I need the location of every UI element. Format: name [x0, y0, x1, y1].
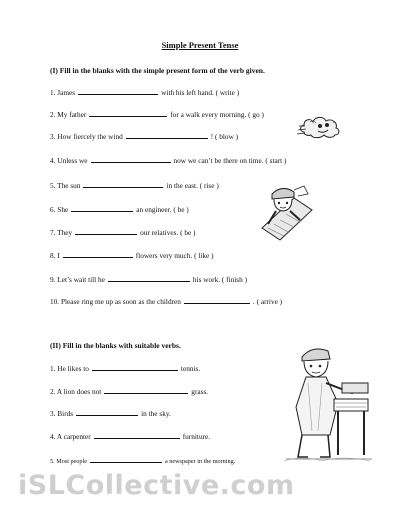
section1-item-9: [50, 274, 247, 285]
item-text: his work. ( finish ): [192, 275, 248, 284]
answer-blank[interactable]: [78, 87, 158, 95]
item-text: 2. My father: [50, 110, 87, 119]
item-text: 5. Most people: [50, 458, 87, 465]
item-text: 2. A lion does not: [50, 387, 102, 396]
answer-blank[interactable]: [94, 431, 180, 439]
section2-item-5: [50, 455, 235, 467]
item-text: 8. I: [50, 251, 60, 260]
item-text: in the sky.: [141, 409, 171, 418]
item-text: an engineer. ( be ): [136, 205, 189, 214]
section2-item-4: [50, 431, 210, 442]
section1-item-6: [50, 204, 189, 215]
section1-item-7: [50, 227, 195, 238]
item-text: with his left hand. ( write ): [161, 88, 240, 97]
item-text: 1. He likes to: [50, 364, 89, 373]
item-text: 10. Please ring me up as soon as the children: [50, 297, 181, 306]
answer-blank[interactable]: [108, 274, 190, 282]
item-text: 5. The sun: [50, 181, 81, 190]
carpenter-icon: [282, 343, 374, 463]
item-text: furniture.: [182, 432, 211, 441]
item-text: 4. Unless we: [50, 156, 88, 165]
item-text: 3. How fiercely the wind: [50, 132, 123, 141]
answer-blank[interactable]: [91, 155, 171, 163]
item-text: 3. Birds: [50, 409, 74, 418]
section2-item-2: [50, 386, 208, 397]
item-text: a newspaper in the morning.: [164, 458, 236, 465]
item-text: in the east. ( rise ): [166, 181, 219, 190]
item-text: 6. She: [50, 205, 69, 214]
section1-item-1: [50, 87, 239, 98]
item-text: ! ( blow ): [210, 132, 239, 141]
watermark-logo: iSLCollective.com: [18, 470, 295, 501]
item-text: 7. They: [50, 228, 73, 237]
answer-blank[interactable]: [104, 386, 188, 394]
item-text: flowers very much. ( like ): [135, 251, 214, 260]
item-text: 1. James: [50, 88, 76, 97]
answer-blank[interactable]: [83, 180, 163, 188]
answer-blank[interactable]: [76, 408, 138, 416]
answer-blank[interactable]: [89, 109, 167, 117]
item-text: 9. Let’s wait till he: [50, 275, 105, 284]
item-text: for a walk every morning. ( go ): [170, 110, 264, 119]
wind-cloud-icon: [296, 110, 346, 142]
engineer-icon: [254, 184, 316, 246]
item-text: . ( arrive ): [252, 297, 283, 306]
section2-item-1: [50, 363, 200, 374]
item-text: our relatives. ( be ): [140, 228, 196, 237]
answer-blank[interactable]: [71, 204, 133, 212]
section1-item-3: [50, 131, 238, 142]
answer-blank[interactable]: [75, 227, 137, 235]
section2-item-3: [50, 408, 171, 419]
answer-blank[interactable]: [90, 455, 162, 463]
section1-item-8: [50, 250, 214, 261]
section1-item-5: [50, 180, 219, 191]
section1-item-2: [50, 109, 264, 120]
item-text: tennis.: [180, 364, 201, 373]
item-text: 4. A carpenter: [50, 432, 91, 441]
section1-item-10: [50, 296, 282, 307]
answer-blank[interactable]: [184, 296, 250, 304]
worksheet-title: Simple Present Tense: [161, 40, 239, 50]
item-text: grass.: [191, 387, 209, 396]
answer-blank[interactable]: [126, 131, 208, 139]
answer-blank[interactable]: [92, 363, 178, 371]
section2-heading: (II) Fill in the blanks with suitable verbs.: [50, 341, 181, 350]
section1-heading: (I) Fill in the blanks with the simple present form of the verb given.: [50, 66, 265, 75]
section1-item-4: [50, 155, 286, 166]
item-text: now we can’t be there on time. ( start ): [173, 156, 287, 165]
answer-blank[interactable]: [63, 250, 133, 258]
